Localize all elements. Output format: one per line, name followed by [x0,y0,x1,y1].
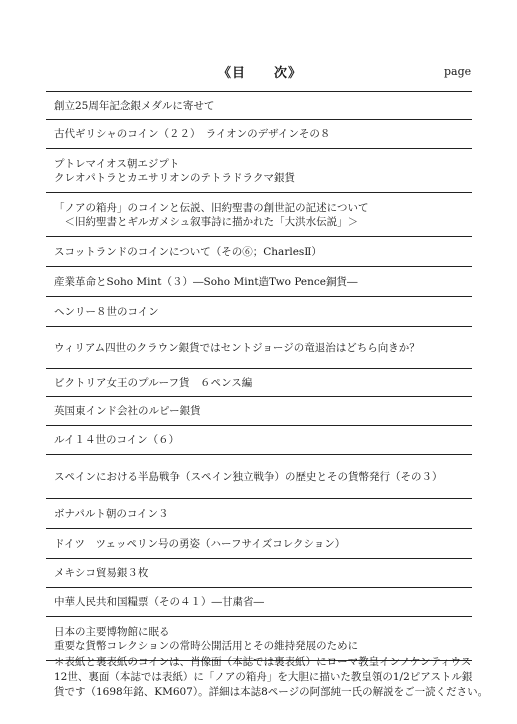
header [0,62,517,82]
footnote-line: 12世、裏面（本誌では表紙）に「ノアの箱舟」を大胆に描いた教皇領の1/2ピアストル銀 [54,671,473,683]
toc-entry [46,559,472,587]
toc-entry [46,426,472,454]
toc-entry-text: スコットランドのコインについて（その⑥；CharlesⅡ） [54,245,322,258]
toc-entry-text: ウィリアム四世のクラウン銀貨ではセントジョージの竜退治はどちら向きか？ [54,341,420,354]
toc-entry-text: 日本の主要博物館に眠る [54,625,170,638]
toc-entry [46,369,472,396]
footnote-line: ＊表紙と裏表紙のコインは、肖像面（本誌では裏表紙）にローマ教皇インノケンティウス [54,656,472,668]
toc-entry-text: 産業革命とSoho Mint（３）―Soho Mint造Two Pence銅貨― [54,275,358,288]
toc-entry [46,397,472,425]
toc-entry-text: ドイツ ツェッペリン号の勇姿（ハーフサイズコレクション） [54,537,346,550]
toc-entry-text: 中華人民共和国糧票（その４１）―甘粛省― [54,596,264,608]
toc-entry-text: クレオパトラとカエサリオンのテトラドラクマ銀貨 [54,171,295,184]
toc-entry-text: 英国東インド会社のルピー銀貨 [54,405,201,417]
toc-entry-text: 古代ギリシャのコイン（２２） ライオンのデザインその８ [54,128,331,140]
toc-entry [46,297,472,326]
toc-entry [46,237,472,266]
toc-entry [46,149,472,192]
toc-entry-text: 「ノアの箱舟」のコインと伝説、旧約聖書の創世記の記述について [54,201,369,214]
toc-entry [46,267,472,296]
toc-entry [46,327,472,368]
toc-entry-text: メキシコ貿易銀３枚 [54,567,149,579]
toc-entry-text: ルイ１４世のコイン（６） [54,434,180,446]
toc-entry-text: ＜旧約聖書とギルガメシュ叙事詩に描かれた「大洪水伝説」＞ [54,215,359,228]
page-column-label: page [444,65,472,78]
toc-entry-text: ヘンリー８世のコイン [54,305,159,318]
toc-entry [46,193,472,236]
toc-entry [46,120,472,148]
toc-entry [46,92,472,119]
footnote [54,655,489,700]
toc-entry [46,588,472,616]
table-of-contents [46,91,472,661]
footnote-line: 貨です（1698年銘、KM607）。詳細は本誌8ページの阿部純一氏の解説をご一読ください。 [54,686,489,698]
page-title: 《目 次》 [217,66,302,81]
toc-entry [46,529,472,558]
toc-entry [46,499,472,528]
toc-entry-text: ビクトリア女王のプルーフ貨 ６ペンス編 [54,376,253,389]
toc-entry-text: プトレマイオス朝エジプト [54,157,180,170]
toc-entry-text: スペインにおける半島戦争（スペイン独立戦争）の歴史とその貨幣発行（その３） [54,470,443,483]
toc-entry [46,455,472,498]
toc-entry-text: ボナパルト朝のコイン３ [54,507,169,520]
toc-entry [46,617,472,660]
toc-entry-text: 重要な貨幣コレクションの常時公開活用とその維持発展のために [54,639,359,652]
toc-entry-text: 創立25周年記念銀メダルに寄せて [54,99,215,112]
